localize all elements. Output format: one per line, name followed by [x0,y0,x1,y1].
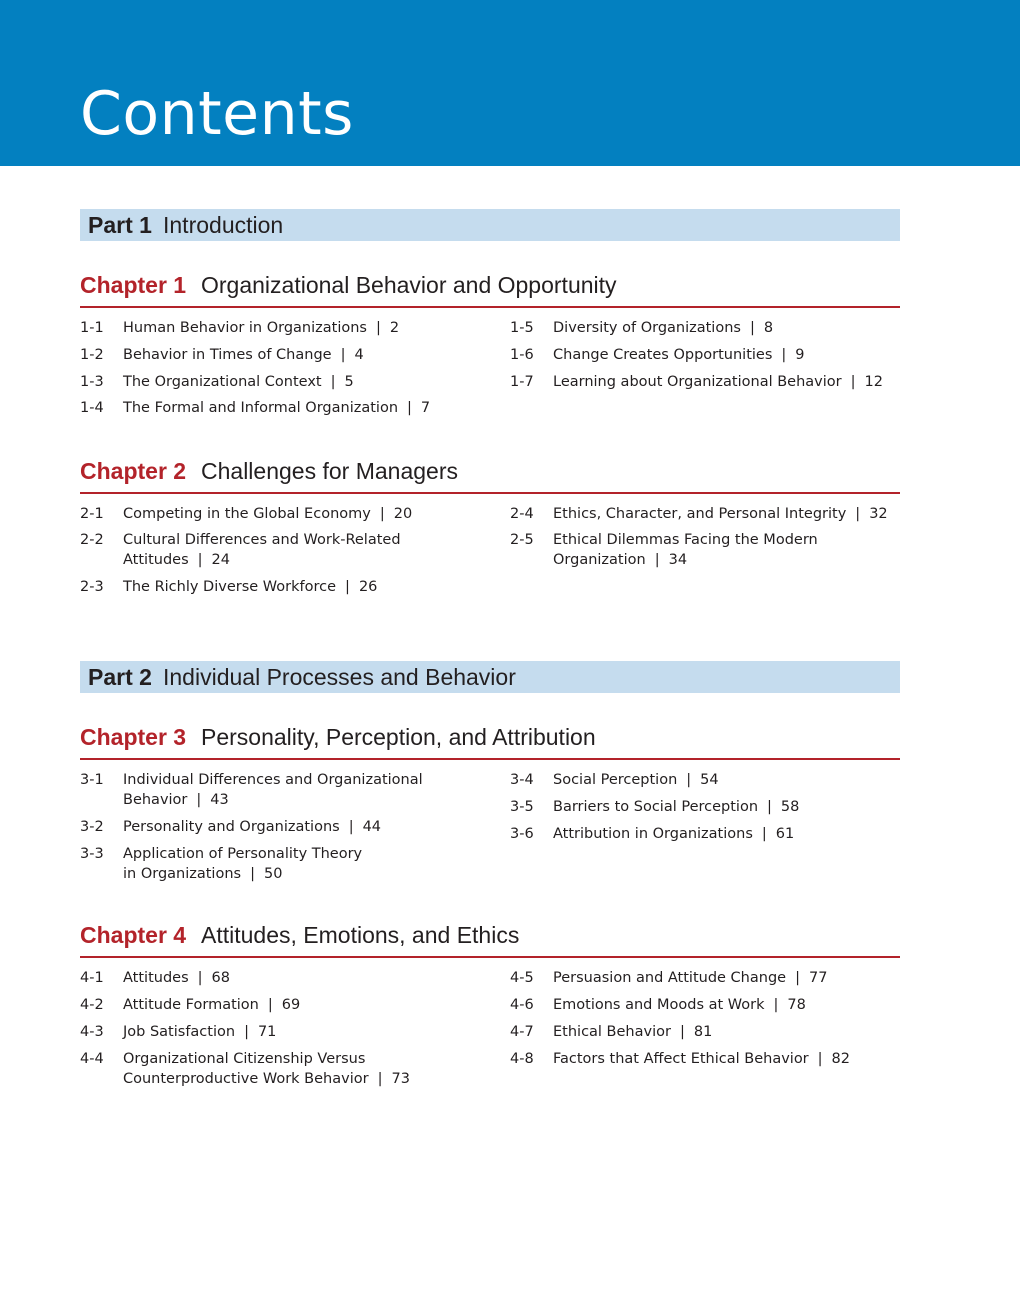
page-number: 68 [211,970,230,986]
page-number: 44 [362,819,382,835]
section-title: The Richly Diverse Workforce [123,579,337,595]
separator: | [340,347,346,363]
part-title: Individual Processes and Behavior [163,664,516,690]
section-number: 3-5 [510,799,534,815]
section-title-continued: Organization [553,552,646,568]
section-title: Application of Personality Theory [123,846,363,862]
section-number: 1-5 [510,320,534,336]
section-title: Individual Differences and Organizational [123,772,423,788]
section-number: 3-6 [510,826,534,842]
section-title: Ethical Behavior [553,1024,671,1040]
section-title: The Formal and Informal Organization [123,400,399,416]
section-title: Social Perception [553,772,678,788]
section-number: 3-4 [510,772,534,788]
chapter-title: Attitudes, Emotions, and Ethics [201,922,520,948]
separator: | [679,1024,685,1040]
section-number: 2-2 [80,532,104,548]
section-title: Ethical Dilemmas Facing the Modern [553,532,818,548]
section-title: Behavior in Times of Change [123,347,332,363]
chapter-heading-3 [80,724,900,760]
page-number: 34 [668,552,688,568]
separator: | [761,826,767,842]
page-number: 8 [763,320,774,336]
page-number: 43 [210,792,229,808]
chapter-heading-1 [80,272,900,308]
section-number: 1-1 [80,320,104,336]
chapter-number: Chapter 2 [80,458,187,484]
section-number: 4-4 [80,1051,104,1067]
separator: | [781,347,787,363]
header-banner [0,0,1020,166]
section-number: 2-3 [80,579,104,595]
page-number: 5 [344,374,354,390]
section-number: 4-6 [510,997,534,1013]
chapter-title: Challenges for Managers [201,458,458,484]
page-title: Contents [80,79,354,149]
section-title: Factors that Affect Ethical Behavior [553,1051,809,1067]
section-number: 3-1 [80,772,104,788]
section-title: Human Behavior in Organizations [123,320,367,336]
section-title: Attribution in Organizations [553,826,753,842]
section-number: 1-4 [80,400,104,416]
separator: | [767,799,772,815]
section-number: 4-2 [80,997,104,1013]
section-number: 3-3 [80,846,104,862]
section-title: Emotions and Moods at Work [553,997,765,1013]
page-number: 4 [354,347,364,363]
chapter-title: Organizational Behavior and Opportunity [201,272,617,298]
section-title: Personality and Organizations [123,819,340,835]
page-number: 32 [869,506,888,522]
separator: | [197,970,203,986]
section-title: Diversity of Organizations [553,320,741,336]
separator: | [749,320,755,336]
section-number: 4-8 [510,1051,534,1067]
section-title: Barriers to Social Perception [553,799,759,815]
separator: | [267,997,273,1013]
page-number: 82 [831,1051,850,1067]
section-number: 2-5 [510,532,534,548]
page-number: 78 [787,997,806,1013]
section-title: Change Creates Opportunities [553,347,773,363]
section-title-continued: in Organizations [123,866,242,882]
separator: | [330,374,336,390]
section-number: 1-2 [80,347,104,363]
section-title-continued: Behavior [123,792,188,808]
page-number: 77 [808,970,828,986]
separator: | [379,506,385,522]
page-number: 24 [211,552,230,568]
section-title-continued: Counterproductive Work Behavior [123,1071,369,1087]
section-title: Cultural Differences and Work-Related [123,532,401,548]
page-number: 58 [780,799,800,815]
chapter-number: Chapter 3 [80,724,187,750]
separator: | [686,772,692,788]
page-number: 26 [358,579,378,595]
separator: | [197,552,203,568]
section-title: Competing in the Global Economy [123,506,371,522]
page-number: 71 [257,1024,277,1040]
section-title: Organizational Citizenship Versus [123,1051,366,1067]
page-number: 54 [700,772,719,788]
section-title-continued: Attitudes [123,552,189,568]
part-heading-1 [80,209,900,241]
separator: | [244,1024,249,1040]
section-title: Learning about Organizational Behavior [553,374,842,390]
separator: | [817,1051,823,1067]
section-title: Attitude Formation [123,997,259,1013]
separator: | [345,579,350,595]
part-heading-2 [80,661,900,693]
page-number: 7 [420,400,431,416]
section-number: 4-3 [80,1024,104,1040]
section-number: 1-7 [510,374,534,390]
separator: | [348,819,354,835]
section-number: 2-1 [80,506,104,522]
section-number: 1-3 [80,374,104,390]
chapter-heading-2 [80,458,900,494]
chapter-number: Chapter 1 [80,272,187,298]
section-number: 4-1 [80,970,104,986]
page-number: 81 [693,1024,713,1040]
separator: | [196,792,202,808]
part-number: Part 1 [88,212,152,238]
section-number: 4-5 [510,970,534,986]
separator: | [407,400,412,416]
section-number: 3-2 [80,819,104,835]
page-number: 2 [389,320,400,336]
page-number: 9 [795,347,805,363]
page-number: 73 [391,1071,410,1087]
section-number: 1-6 [510,347,534,363]
part-title: Introduction [163,212,284,238]
chapter-number: Chapter 4 [80,922,187,948]
page-number: 12 [864,374,883,390]
separator: | [375,320,381,336]
separator: | [654,552,660,568]
section-number: 2-4 [510,506,534,522]
section-title: Persuasion and Attitude Change [553,970,787,986]
page-number: 69 [281,997,301,1013]
page-number: 61 [775,826,795,842]
chapter-heading-4 [80,922,900,958]
separator: | [773,997,779,1013]
page-number: 20 [393,506,413,522]
separator: | [377,1071,383,1087]
separator: | [250,866,255,882]
separator: | [850,374,856,390]
chapter-title: Personality, Perception, and Attribution [201,724,596,750]
section-title: Attitudes [123,970,189,986]
section-number: 4-7 [510,1024,534,1040]
section-title: The Organizational Context [123,374,322,390]
section-title: Job Satisfaction [123,1024,236,1040]
separator: | [855,506,861,522]
separator: | [795,970,800,986]
part-number: Part 2 [88,664,152,690]
section-title: Ethics, Character, and Personal Integrity [553,506,847,522]
page-number: 50 [263,866,283,882]
